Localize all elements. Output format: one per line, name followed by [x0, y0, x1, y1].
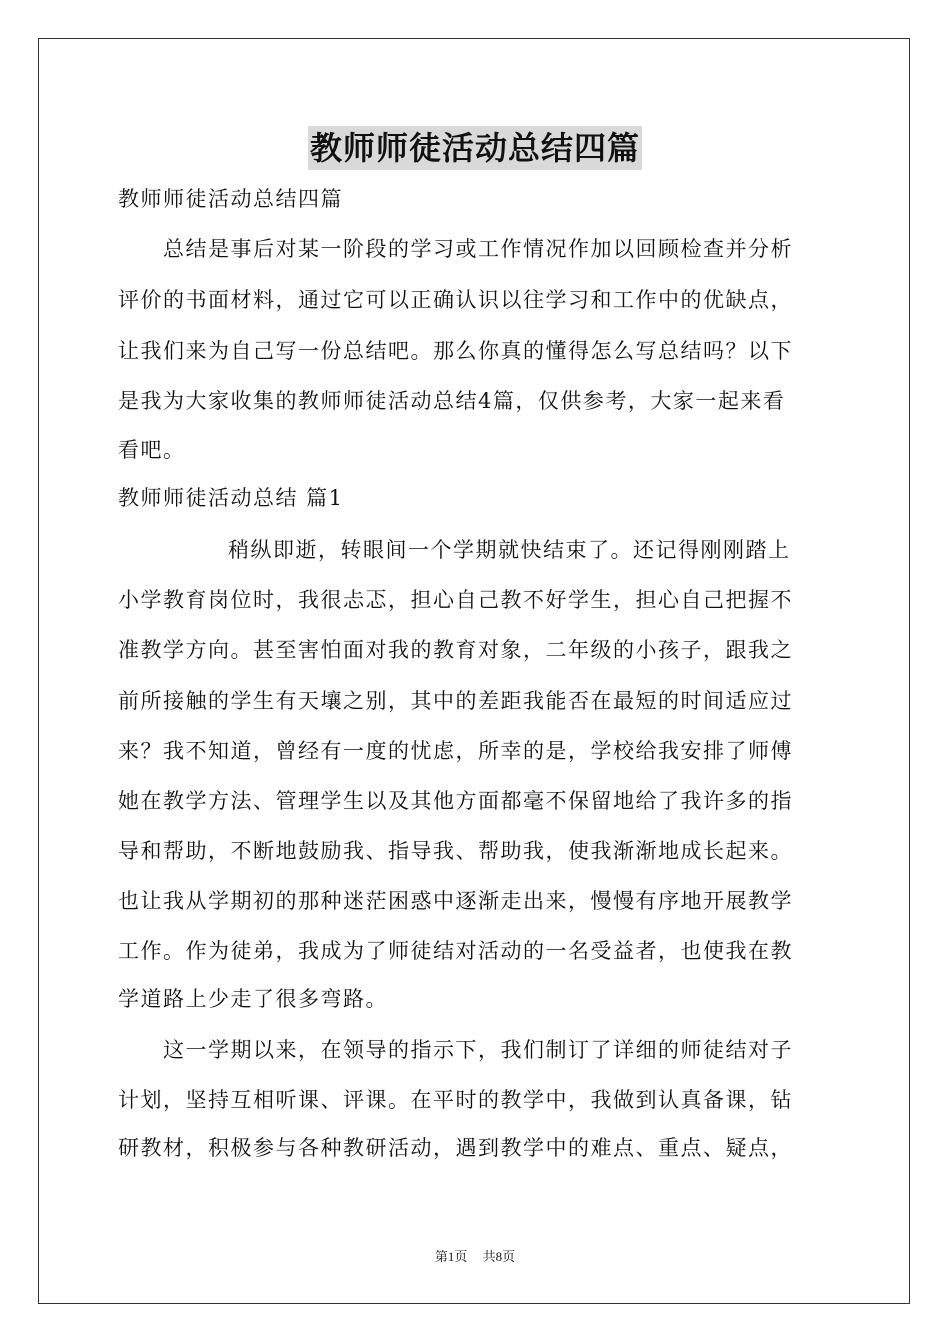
- paragraph-line: 计划，坚持互相听课、评课。在平时的教学中，我做到认真备课，钻: [118, 1088, 793, 1112]
- paragraph-line: 导和帮助，不断地鼓励我、指导我、帮助我，使我渐渐地成长起来。: [118, 839, 793, 863]
- intro-line: 看吧。: [118, 438, 186, 462]
- section-heading: 教师师徒活动总结 篇1: [118, 486, 344, 510]
- paragraph-line: 她在教学方法、管理学生以及其他方面都毫不保留地给了我许多的指: [118, 789, 793, 813]
- paragraph-line: 也让我从学期初的那种迷茫困惑中逐渐走出来，慢慢有序地开展教学: [118, 889, 793, 913]
- intro-line: 总结是事后对某一阶段的学习或工作情况作加以回顾检查并分析: [163, 237, 793, 261]
- paragraph-line: 工作。作为徒弟，我成为了师徒结对活动的一名受益者，也使我在教: [118, 939, 793, 963]
- paragraph-line: 这一学期以来，在领导的指示下，我们制订了详细的师徒结对子: [163, 1038, 793, 1062]
- document-subtitle: 教师师徒活动总结四篇: [118, 187, 343, 211]
- paragraph-line: 稍纵即逝，转眼间一个学期就快结束了。还记得刚刚踏上: [228, 538, 791, 562]
- page-total: 共8页: [482, 1249, 516, 1264]
- title-container: [0, 126, 950, 170]
- paragraph-line: 准教学方向。甚至害怕面对我的教育对象，二年级的小孩子，跟我之: [118, 638, 793, 662]
- intro-line: 评价的书面材料，通过它可以正确认识以往学习和工作中的优缺点，: [118, 288, 793, 312]
- page-number: 第1页: [434, 1249, 468, 1264]
- paragraph-line: 研教材，积极参与各种教研活动，遇到教学中的难点、重点、疑点，: [118, 1136, 793, 1160]
- paragraph-line: 前所接触的学生有天壤之别，其中的差距我能否在最短的时间适应过: [118, 689, 793, 713]
- paragraph-line: 小学教育岗位时，我很忐忑，担心自己教不好学生，担心自己把握不: [118, 588, 793, 612]
- paragraph-line: 来？我不知道，曾经有一度的忧虑，所幸的是，学校给我安排了师傅: [118, 739, 793, 763]
- page-footer: [0, 1248, 950, 1266]
- document-title: 教师师徒活动总结四篇: [308, 126, 642, 170]
- intro-line: 让我们来为自己写一份总结吧。那么你真的懂得怎么写总结吗？以下: [118, 339, 793, 363]
- paragraph-line: 学道路上少走了很多弯路。: [118, 987, 388, 1011]
- intro-line: 是我为大家收集的教师师徒活动总结4篇，仅供参考，大家一起来看: [118, 389, 786, 413]
